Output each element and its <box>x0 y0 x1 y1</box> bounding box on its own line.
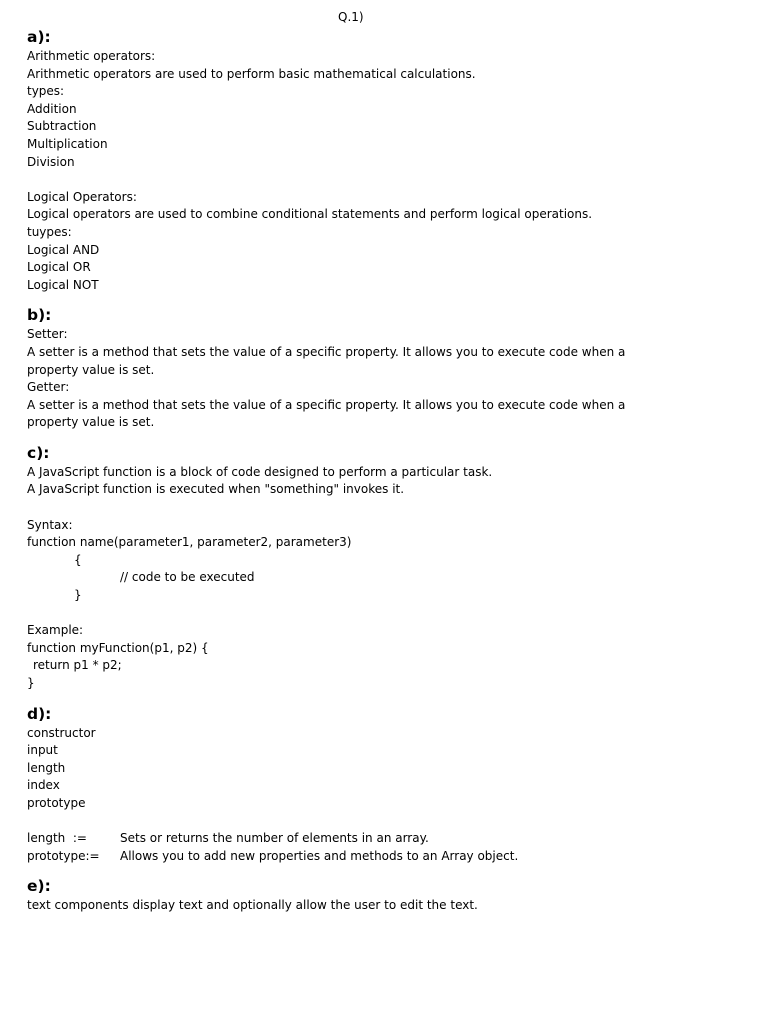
example-line: } <box>27 676 35 690</box>
section-d-heading: d): <box>27 704 52 723</box>
section-a-heading: a): <box>27 28 51 46</box>
logic-desc: Logical operators are used to combine conditional statements and perform logical operations. <box>27 207 593 222</box>
definition-term: prototype:= <box>27 848 100 863</box>
section-c-heading: c): <box>27 443 50 462</box>
setter-title: Setter: <box>27 327 68 342</box>
array-property-item: length <box>27 760 66 775</box>
definition-row <box>27 830 747 848</box>
function-desc-1: A JavaScript function is a block of code designed to perform a particular task. <box>27 464 493 479</box>
arith-type-item: Addition <box>27 101 77 116</box>
logic-type-item: Logical AND <box>27 242 100 257</box>
syntax-label: Syntax: <box>27 517 73 532</box>
arith-type-item: Division <box>27 154 75 169</box>
document-body <box>27 26 747 915</box>
definition-desc: Allows you to add new properties and methods to an Array object. <box>120 848 519 863</box>
example-line: return p1 * p2; <box>33 658 122 673</box>
arith-type-item: Subtraction <box>27 119 97 134</box>
setter-desc: A setter is a method that sets the value of a specific property. It allows you to execute code when a property value is set. <box>27 344 626 377</box>
syntax-body: // code to be executed <box>120 570 255 585</box>
getter-title: Getter: <box>27 380 70 395</box>
syntax-close-brace: } <box>74 588 82 603</box>
logic-types-label: tuypes: <box>27 224 72 239</box>
array-property-item: constructor <box>27 725 96 740</box>
logic-type-item: Logical OR <box>27 260 91 275</box>
text-components-desc: text components display text and optionally allow the user to edit the text. <box>27 898 478 913</box>
definition-row <box>27 848 747 866</box>
example-label: Example: <box>27 623 84 638</box>
array-property-item: input <box>27 743 58 758</box>
definition-desc: Sets or returns the number of elements in an array. <box>120 831 429 846</box>
array-property-item: prototype <box>27 795 86 810</box>
logic-title: Logical Operators: <box>27 189 137 204</box>
section-e-heading: e): <box>27 877 51 896</box>
array-property-item: index <box>27 778 60 793</box>
arith-type-item: Multiplication <box>27 136 108 151</box>
example-line: function myFunction(p1, p2) { <box>27 640 209 655</box>
logic-type-item: Logical NOT <box>27 277 99 292</box>
getter-desc: A setter is a method that sets the value of a specific property. It allows you to execute code when a property value is set. <box>27 397 626 430</box>
syntax-open-brace: { <box>74 552 82 567</box>
arith-desc: Arithmetic operators are used to perform basic mathematical calculations. <box>27 66 476 81</box>
arith-types-label: types: <box>27 84 65 99</box>
syntax-line: function name(parameter1, parameter2, parameter3) <box>27 535 352 550</box>
definition-term: length := <box>27 831 87 846</box>
page-title: Q.1) <box>338 10 364 24</box>
section-b-heading: b): <box>27 306 52 325</box>
function-desc-2: A JavaScript function is executed when "something" invokes it. <box>27 482 405 497</box>
arith-title: Arithmetic operators: <box>27 49 156 63</box>
